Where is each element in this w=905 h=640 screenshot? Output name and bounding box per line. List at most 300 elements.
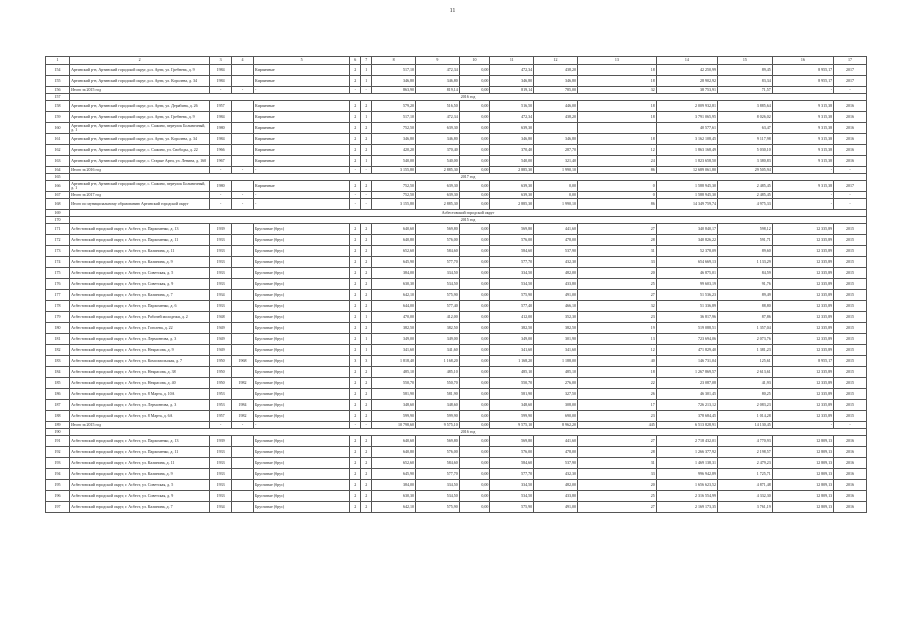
table-cell: 12 809,13 xyxy=(772,458,833,469)
table-cell: 9 315,38 xyxy=(772,181,833,192)
table-cell: 3 761,19 xyxy=(718,502,773,513)
table-cell: Брусчатые (брус) xyxy=(253,356,349,367)
row-number: 177 xyxy=(46,290,70,301)
table-cell: 472,34 xyxy=(490,65,534,76)
table-cell xyxy=(232,334,254,345)
table-cell: 2 485,45 xyxy=(718,181,773,192)
table-cell: 89,60 xyxy=(718,246,773,257)
table-cell: 644,00 xyxy=(372,301,416,312)
table-cell: 346,80 xyxy=(372,76,416,87)
row-number: 172 xyxy=(46,235,70,246)
table-row xyxy=(46,301,867,312)
table-cell: 0,00 xyxy=(459,312,490,323)
table-cell: 14 349 759,74 xyxy=(656,199,717,210)
table-cell: 2 xyxy=(361,458,372,469)
table-cell: 0 xyxy=(577,181,656,192)
table-row xyxy=(46,356,867,367)
table-cell: 2016 xyxy=(834,458,867,469)
table-cell: 491,00 xyxy=(534,502,578,513)
table-cell: 2 xyxy=(350,389,361,400)
table-cell: 1984 xyxy=(210,65,232,76)
table-cell: 491,00 xyxy=(534,290,578,301)
address-cell: Асбестовский городской округ, г. Асбест, ул. Советская, д. 5 xyxy=(70,268,210,279)
table-cell: 2015 xyxy=(834,345,867,356)
table-cell: 534,50 xyxy=(490,279,534,290)
table-cell: 8 962,20 xyxy=(534,422,578,429)
table-cell: 819,14 xyxy=(415,87,459,94)
table-cell: 276,00 xyxy=(534,378,578,389)
table-cell: Брусчатые (брус) xyxy=(253,458,349,469)
table-cell xyxy=(232,134,254,145)
table-row xyxy=(46,389,867,400)
table-cell: 584,60 xyxy=(490,246,534,257)
table-cell: 12 689 061,80 xyxy=(656,167,717,174)
column-number: 3 xyxy=(210,57,232,65)
table-cell: 9 575,10 xyxy=(490,422,534,429)
table-cell: 0,00 xyxy=(534,192,578,199)
table-cell: 2016 xyxy=(834,145,867,156)
table-cell: 2 073,76 xyxy=(718,334,773,345)
table-cell: - xyxy=(350,87,361,94)
table-cell: 86 xyxy=(577,167,656,174)
table-cell: 40 xyxy=(577,356,656,367)
table-cell: Кирпичные xyxy=(253,112,349,123)
column-number: 15 xyxy=(718,57,773,65)
table-cell: 0,00 xyxy=(459,290,490,301)
table-cell: Кирпичные xyxy=(253,145,349,156)
table-cell: 1 168,20 xyxy=(490,356,534,367)
table-cell: 36 817,96 xyxy=(656,312,717,323)
table-cell: 639,30 xyxy=(415,181,459,192)
table-cell: 640,80 xyxy=(372,235,416,246)
row-number: 155 xyxy=(46,76,70,87)
address-cell: Артинский р-н, Артинский городской округ, с. Сажино, переулок Больничный, д. 1 xyxy=(70,123,210,134)
table-cell: 346,80 xyxy=(534,134,578,145)
row-number: 184 xyxy=(46,367,70,378)
table-cell: 2 xyxy=(350,469,361,480)
table-cell: 2 xyxy=(350,101,361,112)
table-cell: - xyxy=(232,87,254,94)
table-cell: Кирпичные xyxy=(253,156,349,167)
table-cell: 1 656 623,52 xyxy=(656,480,717,491)
table-cell: 3 885,64 xyxy=(718,101,773,112)
table-cell: Брусчатые (брус) xyxy=(253,257,349,268)
table-cell: 287,70 xyxy=(534,145,578,156)
table-cell: 63,47 xyxy=(718,123,773,134)
address-cell: Асбестовский городской округ, г. Асбест, ул. Калинина, д. 9 xyxy=(70,257,210,268)
table-cell: 2016 xyxy=(834,156,867,167)
table-cell: 472,34 xyxy=(415,65,459,76)
table-cell: 346,80 xyxy=(415,76,459,87)
table-cell: 752,50 xyxy=(372,123,416,134)
table-cell: 599,90 xyxy=(372,411,416,422)
row-number: 190 xyxy=(46,429,70,436)
section-label: 2016 год xyxy=(70,429,867,436)
table-cell: 516,50 xyxy=(415,101,459,112)
table-cell: 0,00 xyxy=(459,123,490,134)
table-cell: 785,00 xyxy=(534,87,578,94)
table-cell: - xyxy=(834,167,867,174)
table-cell: 125,61 xyxy=(718,356,773,367)
table-cell: 0,00 xyxy=(459,400,490,411)
table-cell: 2015 xyxy=(834,356,867,367)
table-cell: - xyxy=(772,87,833,94)
address-cell: Асбестовский городской округ, г. Асбест, ул. Комсомольская, д. 7 xyxy=(70,356,210,367)
table-cell: 23 xyxy=(577,411,656,422)
table-cell xyxy=(232,246,254,257)
address-cell: Асбестовский городской округ, г. Асбест, ул. 8 Марта, д. 10А xyxy=(70,389,210,400)
table-cell: 723 694,06 xyxy=(656,334,717,345)
table-cell: Брусчатые (брус) xyxy=(253,246,349,257)
table-cell: 1 267 869,57 xyxy=(656,367,717,378)
table-cell: 27 xyxy=(577,224,656,235)
table-cell: 382,50 xyxy=(490,323,534,334)
table-cell: 1933 xyxy=(210,469,232,480)
table-cell: 341,60 xyxy=(490,345,534,356)
table-cell: 2016 xyxy=(834,491,867,502)
table-cell: 12 335,89 xyxy=(772,334,833,345)
table-cell: 346,80 xyxy=(534,76,578,87)
table-row xyxy=(46,447,867,458)
table-cell: 577,70 xyxy=(490,257,534,268)
table-cell: 575,90 xyxy=(490,290,534,301)
table-cell: 9 315,38 xyxy=(772,123,833,134)
table-cell: 2016 xyxy=(834,447,867,458)
table-row xyxy=(46,279,867,290)
table-cell: 346,80 xyxy=(490,76,534,87)
table-cell: 2 xyxy=(361,436,372,447)
table-cell: Брусчатые (брус) xyxy=(253,411,349,422)
table-cell: 517,10 xyxy=(372,65,416,76)
table-row xyxy=(46,156,867,167)
table-cell: 32 xyxy=(577,301,656,312)
table-cell: 1966 xyxy=(210,145,232,156)
table-cell: 466,10 xyxy=(534,301,578,312)
table-cell: 1 133,29 xyxy=(718,257,773,268)
table-cell xyxy=(232,345,254,356)
table-cell: 341,60 xyxy=(372,345,416,356)
row-number: 167 xyxy=(46,192,70,199)
table-cell: 1 725,71 xyxy=(718,469,773,480)
address-cell: Асбестовский городской округ, г. Асбест, ул. Калинина, д. 11 xyxy=(70,246,210,257)
row-number: 154 xyxy=(46,65,70,76)
table-cell: 321,40 xyxy=(534,156,578,167)
row-number: 175 xyxy=(46,268,70,279)
table-cell: 2 xyxy=(361,257,372,268)
table-cell: 1933 xyxy=(210,447,232,458)
table-cell: 2 xyxy=(350,112,361,123)
table-cell: 0,00 xyxy=(459,323,490,334)
table-cell: 71,57 xyxy=(718,87,773,94)
table-cell: 12 335,89 xyxy=(772,389,833,400)
row-number: 187 xyxy=(46,400,70,411)
table-cell: 2 xyxy=(350,224,361,235)
column-number: 10 xyxy=(459,57,490,65)
table-cell: 2015 xyxy=(834,257,867,268)
table-cell: 550,70 xyxy=(490,378,534,389)
table-row xyxy=(46,323,867,334)
table-cell: 89,45 xyxy=(718,65,773,76)
table-cell: 537,90 xyxy=(534,458,578,469)
table-cell: 0,00 xyxy=(459,134,490,145)
table-cell: 2016 xyxy=(834,112,867,123)
table-cell: 2 485,45 xyxy=(718,192,773,199)
address-cell: Итого по муниципальному образованию Артинский городской округ xyxy=(70,199,210,210)
table-cell: 2 xyxy=(361,145,372,156)
table-cell: 9 315,38 xyxy=(772,112,833,123)
table-row xyxy=(46,411,867,422)
table-row xyxy=(46,134,867,145)
table-cell: Кирпичные xyxy=(253,134,349,145)
table-cell: - xyxy=(350,422,361,429)
column-number: 14 xyxy=(656,57,717,65)
column-number-row xyxy=(46,57,867,65)
table-cell: 598,12 xyxy=(718,224,773,235)
table-cell: 83,34 xyxy=(718,76,773,87)
table-cell: 1933 xyxy=(210,491,232,502)
table-cell: 516,50 xyxy=(490,101,534,112)
table-cell: 84,59 xyxy=(718,268,773,279)
table-cell: 581,90 xyxy=(372,389,416,400)
table-cell: 1949 xyxy=(210,323,232,334)
table-cell: - xyxy=(772,422,833,429)
table-cell: 12 335,89 xyxy=(772,268,833,279)
table-cell: 1933 xyxy=(210,257,232,268)
table-cell: 2 xyxy=(361,378,372,389)
table-cell: 1 168,20 xyxy=(415,356,459,367)
table-cell: 370,40 xyxy=(415,145,459,156)
column-number: 12 xyxy=(534,57,578,65)
table-cell: 86 xyxy=(577,199,656,210)
table-cell xyxy=(232,145,254,156)
address-cell: Асбестовский городской округ, г. Асбест, ул. Калинина, д. 7 xyxy=(70,290,210,301)
table-cell: 2015 xyxy=(834,400,867,411)
table-cell xyxy=(232,156,254,167)
table-cell: Брусчатые (брус) xyxy=(253,312,349,323)
table-cell: 334,50 xyxy=(415,480,459,491)
table-cell: - xyxy=(210,422,232,429)
column-number: 4 xyxy=(232,57,254,65)
table-cell: 478,00 xyxy=(534,235,578,246)
table-cell: 1984 xyxy=(210,76,232,87)
table-cell xyxy=(232,436,254,447)
table-cell xyxy=(232,101,254,112)
table-cell: 46 875,01 xyxy=(656,268,717,279)
table-cell: 0,00 xyxy=(459,367,490,378)
table-cell: 472,34 xyxy=(490,112,534,123)
row-number: 197 xyxy=(46,502,70,513)
table-cell: 2 xyxy=(361,480,372,491)
table-cell: 27 xyxy=(577,502,656,513)
table-cell: 2 xyxy=(350,334,361,345)
table-cell: 1 xyxy=(361,112,372,123)
table-cell: 569,80 xyxy=(415,224,459,235)
address-cell: Асбестовский городской округ, г. Асбест, ул. Некрасова, д. 40 xyxy=(70,378,210,389)
table-cell: Брусчатые (брус) xyxy=(253,301,349,312)
address-cell: Артинский р-н, Артинский городской округ, с. Сажино, ул. Свободы, д. 22 xyxy=(70,145,210,156)
table-cell: 584,60 xyxy=(490,458,534,469)
table-cell: 2 718 432,01 xyxy=(656,436,717,447)
table-row xyxy=(46,378,867,389)
table-cell: 2015 xyxy=(834,224,867,235)
table-cell: 2 xyxy=(361,268,372,279)
table-cell: 2 xyxy=(350,156,361,167)
table-cell: 12 xyxy=(577,145,656,156)
table-cell: 2 xyxy=(350,367,361,378)
table-cell: 2 198,57 xyxy=(718,447,773,458)
table-cell: 51 336,89 xyxy=(656,301,717,312)
table-cell: 1 xyxy=(361,65,372,76)
table-cell: Брусчатые (брус) xyxy=(253,334,349,345)
address-cell: Итого за 2015 год xyxy=(70,422,210,429)
table-cell: 0,00 xyxy=(459,112,490,123)
table-cell: 9 315,38 xyxy=(772,156,833,167)
table-cell: 0,00 xyxy=(459,181,490,192)
table-cell: 349,00 xyxy=(490,334,534,345)
table-cell: 0,00 xyxy=(459,491,490,502)
table-cell: 1984 xyxy=(232,400,254,411)
table-cell: 0,00 xyxy=(459,436,490,447)
table-cell xyxy=(232,389,254,400)
table-cell: 1949 xyxy=(210,345,232,356)
table-cell: 2 xyxy=(350,345,361,356)
table-cell: - xyxy=(253,167,349,174)
table-cell: 1967 xyxy=(210,156,232,167)
table-cell: 2016 xyxy=(834,436,867,447)
table-cell: 1 188,00 xyxy=(534,356,578,367)
table-cell: 0,00 xyxy=(459,257,490,268)
table-cell: 12 335,89 xyxy=(772,400,833,411)
table-cell: 334,50 xyxy=(490,268,534,279)
table-cell: Кирпичные xyxy=(253,101,349,112)
table-cell: 0,00 xyxy=(459,167,490,174)
table-cell: 9 575,10 xyxy=(415,422,459,429)
table-cell: 334,50 xyxy=(415,268,459,279)
table-cell: 89,49 xyxy=(718,290,773,301)
table-cell: - xyxy=(834,199,867,210)
table-cell: 2 xyxy=(361,224,372,235)
table-cell: 432,30 xyxy=(534,257,578,268)
table-cell: 1 990,10 xyxy=(534,199,578,210)
table-row xyxy=(46,199,867,210)
table-cell: 26 xyxy=(577,389,656,400)
table-row xyxy=(46,268,867,279)
table-cell: 1 266 377,92 xyxy=(656,447,717,458)
table-cell: 2 xyxy=(361,389,372,400)
table-cell: 0,00 xyxy=(459,156,490,167)
table-row xyxy=(46,400,867,411)
table-cell: - xyxy=(253,422,349,429)
table-cell: 12 809,13 xyxy=(772,480,833,491)
table-cell xyxy=(232,367,254,378)
table-row xyxy=(46,224,867,235)
table-row xyxy=(46,491,867,502)
table-cell: 10 798,60 xyxy=(372,422,416,429)
table-cell: 341,60 xyxy=(534,345,578,356)
address-cell: Асбестовский городской округ, г. Асбест, ул. Лермонтова, д. 3 xyxy=(70,400,210,411)
table-cell: 2015 xyxy=(834,268,867,279)
table-cell: 1957 xyxy=(210,411,232,422)
table-cell: 1950 xyxy=(210,367,232,378)
table-cell: 1949 xyxy=(210,334,232,345)
table-cell: 1950 xyxy=(210,378,232,389)
table-cell: - xyxy=(210,199,232,210)
table-cell: 2 xyxy=(350,65,361,76)
column-number: 17 xyxy=(834,57,867,65)
table-cell: 1933 xyxy=(210,301,232,312)
table-cell: 27 xyxy=(577,436,656,447)
table-cell: 0,00 xyxy=(459,268,490,279)
table-cell: 1933 xyxy=(210,235,232,246)
address-cell: Асбестовский городской округ, г. Асбест, ул. Пархоменко, д. 13 xyxy=(70,224,210,235)
table-cell: 433,80 xyxy=(534,279,578,290)
table-cell: 1934 xyxy=(210,290,232,301)
table-cell: 1 863 168,49 xyxy=(656,145,717,156)
table-cell: 2 885,30 xyxy=(490,199,534,210)
table-cell: 2 xyxy=(361,411,372,422)
table-cell: 12 809,13 xyxy=(772,447,833,458)
table-cell: 349,00 xyxy=(415,334,459,345)
table-cell: 40 577,61 xyxy=(656,123,717,134)
table-cell: 25 xyxy=(577,279,656,290)
table-cell: 584,60 xyxy=(415,246,459,257)
address-cell: Итого за 2016 год xyxy=(70,167,210,174)
address-cell: Асбестовский городской округ, г. Асбест, ул. Советская, д. 5 xyxy=(70,480,210,491)
row-number: 176 xyxy=(46,279,70,290)
table-cell: 382,50 xyxy=(372,323,416,334)
table-cell: 433,80 xyxy=(534,491,578,502)
address-cell: Асбестовский городской округ, г. Асбест, ул. Калинина, д. 9 xyxy=(70,469,210,480)
table-cell: 4 770,93 xyxy=(718,436,773,447)
table-cell: 575,90 xyxy=(415,502,459,513)
table-cell: 630,30 xyxy=(372,491,416,502)
table-cell: Брусчатые (брус) xyxy=(253,491,349,502)
table-cell: 12 335,89 xyxy=(772,257,833,268)
table-cell: 2015 xyxy=(834,235,867,246)
address-cell: Итого за 2015 год xyxy=(70,87,210,94)
table-cell: Брусчатые (брус) xyxy=(253,345,349,356)
table-cell: 23 xyxy=(577,312,656,323)
table-cell: 9 117,98 xyxy=(718,134,773,145)
table-row xyxy=(46,367,867,378)
table-cell: 12 335,89 xyxy=(772,279,833,290)
table-cell: 1 990,10 xyxy=(534,167,578,174)
table-cell: 412,00 xyxy=(490,312,534,323)
table-cell xyxy=(232,301,254,312)
table-cell: 12 809,13 xyxy=(772,502,833,513)
table-cell xyxy=(232,76,254,87)
table-cell: - xyxy=(350,199,361,210)
table-cell: 1933 xyxy=(210,279,232,290)
table-cell: 2 xyxy=(361,301,372,312)
table-cell xyxy=(232,458,254,469)
table-cell xyxy=(232,257,254,268)
table-cell: 599,90 xyxy=(415,411,459,422)
table-cell: 2 885,30 xyxy=(415,167,459,174)
table-cell: 12 335,89 xyxy=(772,345,833,356)
table-cell: 9 315,38 xyxy=(772,134,833,145)
table-cell: 690,00 xyxy=(534,411,578,422)
table-cell: 8 026,02 xyxy=(718,112,773,123)
row-number: 191 xyxy=(46,436,70,447)
table-cell: 478,00 xyxy=(534,447,578,458)
column-number: 13 xyxy=(577,57,656,65)
table-cell xyxy=(232,447,254,458)
table-cell: 0,00 xyxy=(459,480,490,491)
table-cell: 1933 xyxy=(210,458,232,469)
table-cell: 639,30 xyxy=(415,123,459,134)
table-row xyxy=(46,312,867,323)
